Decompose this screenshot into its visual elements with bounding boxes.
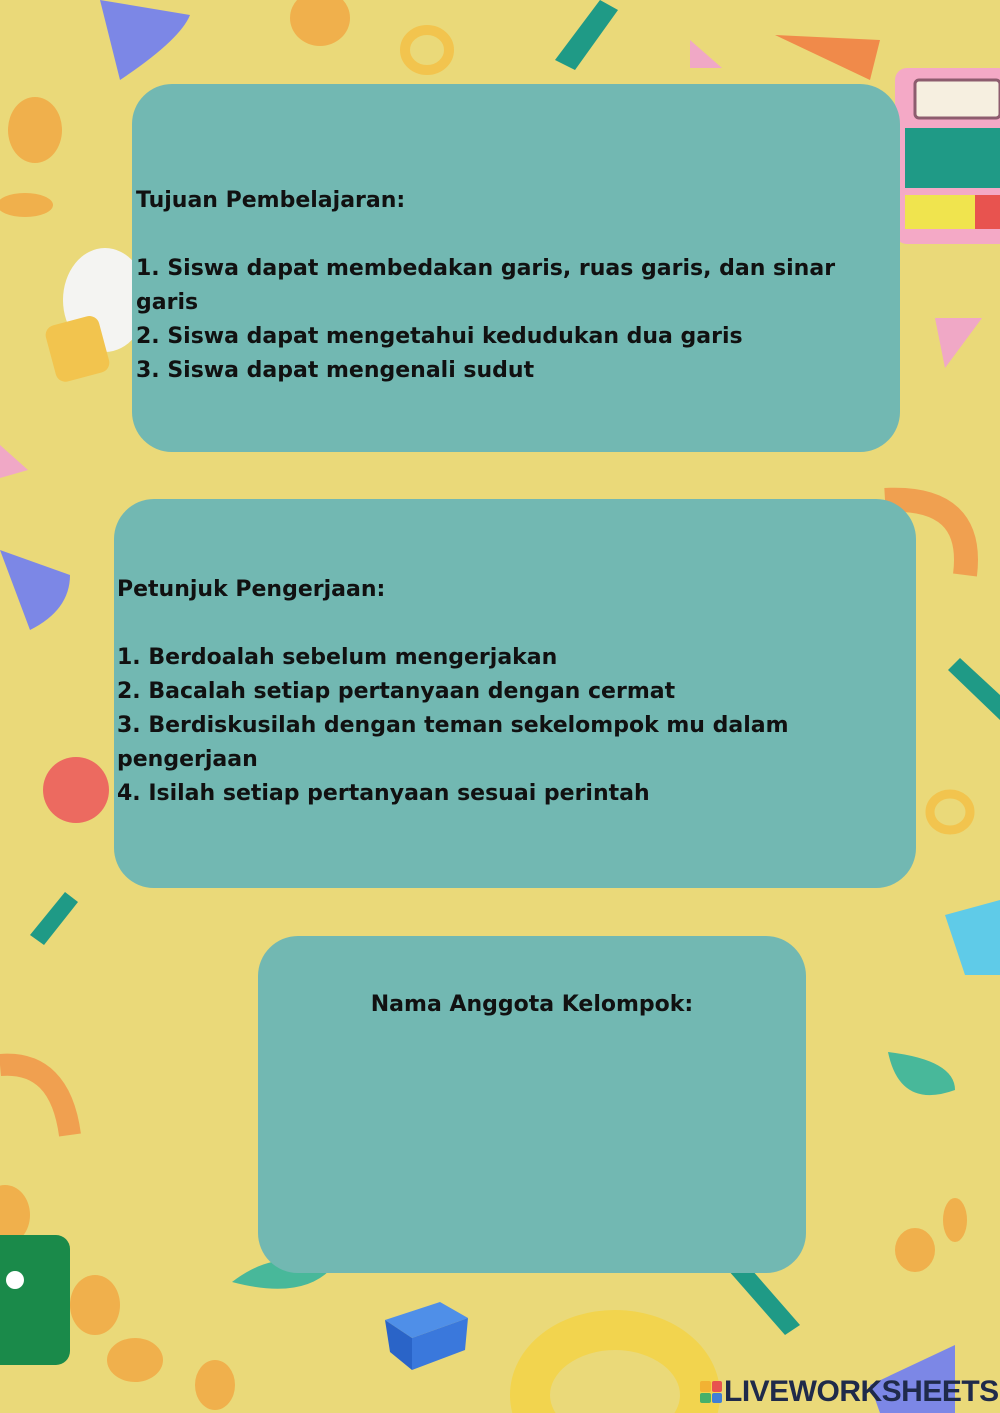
list-item: 3. Berdiskusilah dengan teman sekelompok mu dalam pengerjaan: [117, 713, 789, 772]
liveworksheets-logo: [700, 1374, 999, 1410]
coin-icon: [107, 1338, 163, 1382]
learning-objectives-heading: Tujuan Pembelajaran:: [136, 188, 406, 213]
coin-icon: [195, 1360, 235, 1410]
spacer: [117, 607, 916, 641]
group-members-heading: Nama Anggota Kelompok:: [370, 992, 694, 1017]
diamond-icon: [945, 900, 1000, 975]
blue-cube-icon: [385, 1302, 468, 1370]
calculator-icon: [895, 68, 1000, 244]
liveworksheets-logo-icon: [700, 1381, 722, 1403]
coin-icon: [943, 1198, 967, 1242]
coin-icon: [70, 1275, 120, 1335]
list-item: 3. Siswa dapat mengenali sudut: [136, 358, 535, 383]
spacer: [136, 218, 900, 252]
teal-halfsphere-icon: [888, 1052, 955, 1095]
learning-objectives-card: [132, 84, 900, 452]
coin-icon: [8, 97, 62, 163]
teal-stick-icon: [948, 658, 1000, 720]
pink-pyramid-icon: [690, 40, 722, 68]
teal-stick-icon: [555, 0, 618, 70]
orange-arc-icon: [0, 1065, 70, 1135]
yellow-donut-icon: [530, 1330, 700, 1413]
instructions-card: [114, 499, 916, 888]
list-item: 2. Siswa dapat mengetahui kedudukan dua garis: [136, 324, 743, 349]
group-members-card: [258, 936, 806, 1273]
coin-icon: [290, 0, 350, 46]
list-item: 1. Siswa dapat membedakan garis, ruas garis, dan sinar garis: [136, 256, 836, 315]
blue-cone-icon: [100, 0, 190, 80]
red-ball-icon: [43, 757, 109, 823]
list-item: 1. Berdoalah sebelum mengerjakan: [117, 645, 558, 670]
learning-objectives-list: [136, 252, 900, 388]
instructions-heading: Petunjuk Pengerjaan:: [117, 577, 386, 602]
paper-plane-icon: [775, 35, 880, 80]
pink-pyramid-icon: [935, 318, 982, 368]
green-board-icon: [0, 1235, 70, 1365]
donut-icon: [930, 794, 970, 830]
teal-stick-icon: [30, 892, 78, 945]
pink-pyramid-icon: [0, 445, 28, 478]
list-item: 2. Bacalah setiap pertanyaan dengan cermat: [117, 679, 676, 704]
coin-icon: [895, 1228, 935, 1272]
instructions-list: [117, 641, 916, 811]
list-item: 4. Isilah setiap pertanyaan sesuai perintah: [117, 781, 650, 806]
blue-cone-icon: [0, 550, 70, 630]
donut-icon: [405, 30, 449, 70]
liveworksheets-logo-text: LIVEWORKSHEETS: [724, 1375, 999, 1408]
coin-icon: [0, 193, 53, 217]
